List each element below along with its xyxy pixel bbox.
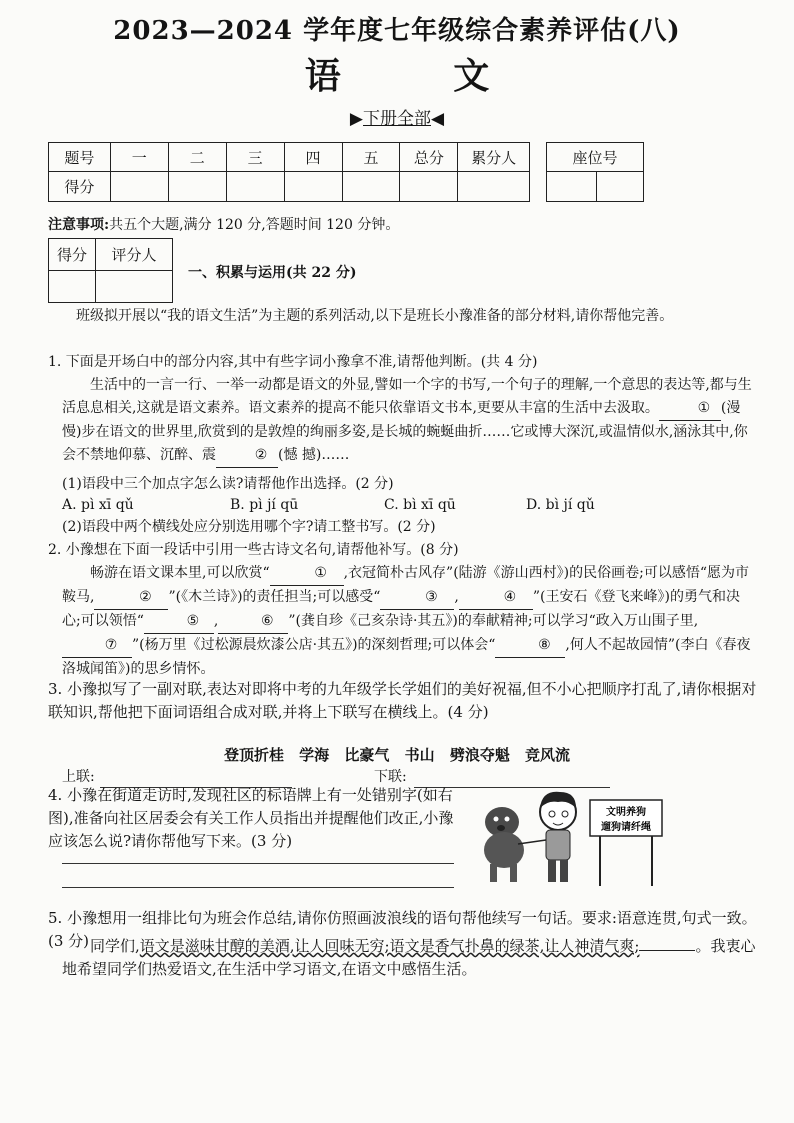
- notice-label: 注意事项:: [48, 217, 110, 233]
- score-header-cell: 累分人: [458, 143, 530, 172]
- seat-input-cell[interactable]: [597, 172, 644, 202]
- q2-blank-7[interactable]: ⑦: [62, 634, 132, 658]
- q2-text: 畅游在语文课本里,可以欣赏“: [90, 565, 270, 581]
- q1-passage-part1: 生活中的一言一行、一举一动都是语文的外显,譬如一个字的书写,一个句子的理解,一个意思的表达等,都与生活息息相关,这就是语文素养。语文素养的提高不能只依靠语文书本,更要从丰富的生活中去汲取。: [62, 377, 752, 416]
- score-input-cell[interactable]: [400, 172, 458, 202]
- q2-text: ”(王安石《登飞来峰》)的勇气和决心;可以领悟“: [62, 589, 740, 629]
- score-input-cell[interactable]: [342, 172, 400, 202]
- q5-wavy-text: 语文是滋味甘醇的美酒,让人回味无穷;语文是香气扑鼻的绿茶,让人神清气爽;: [139, 937, 640, 955]
- sign-line-1: 文明养狗: [606, 807, 646, 818]
- q2-blank-5[interactable]: ⑤: [144, 610, 214, 634]
- q1-sub2: (2)语段中两个横线处应分别选用哪个字?请工整书写。(2 分): [62, 519, 436, 535]
- sign-illustration: [470, 786, 670, 890]
- q2-text: ”(龚自珍《己亥杂诗·其五》)的奉献精神;可以学习“政入万山围子里,: [288, 613, 699, 629]
- q1-passage: [62, 374, 752, 468]
- q1-blank-1-options: (漫 慢): [62, 400, 741, 440]
- seat-table: [546, 142, 644, 202]
- score-header-cell: 五: [342, 143, 400, 172]
- q3-down-label: 下联:: [374, 769, 407, 785]
- q2-blank-6[interactable]: ⑥: [218, 610, 288, 634]
- grader-label: 评分人: [96, 239, 173, 271]
- q5-text: 。我衷心地希望同学们热爱语文,在生活中学习语文,在语文中感悟生活。: [62, 937, 756, 978]
- right-triangle-icon: ▶: [349, 109, 363, 129]
- score-header-cell: 一: [110, 143, 168, 172]
- grader-name-input[interactable]: [96, 271, 173, 303]
- q2-text: ,衣冠简朴古风存”(陆游《游山西村》)的民俗画卷;可以感悟“愿为市鞍马,: [62, 565, 750, 605]
- q5-stem: 5. 小豫想用一组排比句为班会作总结,请你仿照画波浪线的语句帮他续写一句话。要求:语意连贯,句式一致。(3 分): [48, 909, 757, 950]
- q4-stem: 4. 小豫在街道走访时,发现社区的标语牌上有一处错别字(如右图),准备向社区居委会有关工作人员指出并提醒他们改正,小豫应该怎么说?请你帮他写下来。(3 分): [48, 786, 454, 850]
- exam-title: 2023—2024 学年度七年级综合素养评估(八): [113, 16, 681, 46]
- option-a[interactable]: A. pì xī qǔ: [62, 497, 134, 513]
- grader-score-input[interactable]: [49, 271, 96, 303]
- score-row-label: 得分: [49, 172, 111, 202]
- score-table: [48, 142, 530, 202]
- score-header-cell: 题号: [49, 143, 111, 172]
- sign-line-2: 遛狗请纤绳: [601, 822, 651, 833]
- q2-blank-4[interactable]: ④: [459, 586, 533, 610]
- q1-blank-2-options: (憾 撼)……: [278, 447, 350, 463]
- subject-title: 语 文: [304, 55, 540, 97]
- intro-text: 班级拟开展以“我的语文生活”为主题的系列活动,以下是班长小豫准备的部分材料,请你帮他完善。: [76, 308, 674, 324]
- q5-answer-blank[interactable]: [639, 950, 695, 951]
- q1-passage-part2: 步在语文的世界里,欣赏到的是敦煌的绚丽多姿,是长城的蜿蜒曲折……它或博大深沉,或温情似水,涵泳其中,你会不禁地仰慕、沉醉、震: [62, 424, 748, 463]
- q2-text: ”(《木兰诗》)的责任担当;可以感受“: [168, 589, 381, 605]
- q3-stem: 3. 小豫拟写了一副对联,表达对即将中考的九年级学长学姐们的美好祝福,但不小心把顺序打乱了,请你根据对联知识,帮他把下面词语组合成对联,并将上下联写在横线上。(4 分): [48, 680, 757, 721]
- q2-blank-1[interactable]: ①: [270, 562, 344, 586]
- q1-blank-1[interactable]: ①: [659, 397, 721, 421]
- q2-text: ”(杨万里《过松源晨炊漆公店·其五》)的深刻哲理;可以体会“: [132, 637, 496, 653]
- dog-icon: [484, 807, 524, 882]
- score-input-cell[interactable]: [458, 172, 530, 202]
- q4-answer-line-2[interactable]: [62, 886, 454, 888]
- score-input-cell[interactable]: [168, 172, 226, 202]
- score-header-cell: 二: [168, 143, 226, 172]
- score-input-cell[interactable]: [226, 172, 284, 202]
- q2-text: ,: [213, 613, 219, 629]
- section-1-title: 一、积累与运用(共 22 分): [188, 265, 357, 281]
- q1-stem: 1. 下面是开场白中的部分内容,其中有些字词小豫拿不准,请帮他判断。(共 4 分): [48, 354, 538, 370]
- score-header-cell: 总分: [400, 143, 458, 172]
- q1-sub1: (1)语段中三个加点字怎么读?请帮他作出选择。(2 分): [62, 476, 394, 492]
- q4-answer-line-1[interactable]: [62, 862, 454, 864]
- q1-blank-2[interactable]: ②: [216, 444, 278, 468]
- boy-icon: [518, 792, 576, 882]
- grader-table: [48, 238, 173, 303]
- left-triangle-icon: ◀: [431, 109, 445, 129]
- score-header-cell: 三: [226, 143, 284, 172]
- notice: [48, 214, 399, 234]
- score-input-cell[interactable]: [284, 172, 342, 202]
- q2-blank-2[interactable]: ②: [94, 586, 168, 610]
- score-header-cell: 四: [284, 143, 342, 172]
- q5-text: 同学们,: [90, 937, 140, 955]
- notice-text: 共五个大题,满分 120 分,答题时间 120 分钟。: [109, 217, 400, 233]
- q2-stem: 2. 小豫想在下面一段话中引用一些古诗文名句,请帮他补写。(8 分): [48, 542, 459, 558]
- option-b[interactable]: B. pì jí qū: [230, 497, 299, 513]
- option-d[interactable]: D. bì jí qǔ: [526, 497, 595, 513]
- grader-score-label: 得分: [49, 239, 96, 271]
- seat-label: 座位号: [547, 143, 644, 172]
- q2-blank-8[interactable]: ⑧: [495, 634, 565, 658]
- q3-word-bank: 登顶折桂 学海 比豪气 书山 劈浪夺魁 竞风流: [223, 746, 571, 764]
- q5-passage: [62, 935, 762, 981]
- seat-input-cell[interactable]: [547, 172, 597, 202]
- score-input-cell[interactable]: [110, 172, 168, 202]
- q3-up-label: 上联:: [62, 769, 95, 785]
- q2-passage: [62, 562, 752, 681]
- option-c[interactable]: C. bì xī qū: [384, 497, 456, 513]
- q2-text: ,: [454, 589, 459, 605]
- scope-text: 下册全部: [363, 109, 431, 129]
- scope-label: [0, 104, 794, 129]
- q2-blank-3[interactable]: ③: [380, 586, 454, 610]
- q2-text: ,何人不起故园情”(李白《春夜洛城闻笛》)的思乡情怀。: [62, 637, 751, 677]
